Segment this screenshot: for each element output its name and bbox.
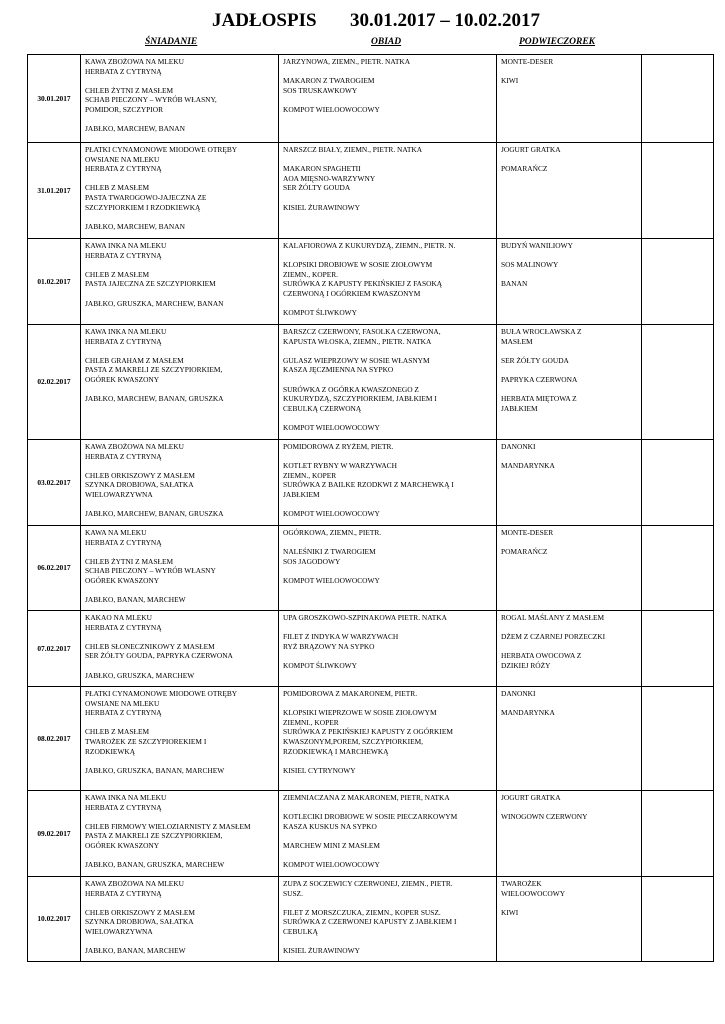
menu-line: FILET Z MORSZCZUKA, ZIEMN., KOPER SUSZ. xyxy=(283,907,441,917)
menu-line: OGÓRKOWA, ZIEMN., PIETR. xyxy=(283,528,382,537)
menu-line: POMIDOROWA Z MAKARONEM, PIETR. xyxy=(283,689,418,698)
menu-line: MONTE-DESER xyxy=(501,528,554,537)
menu-line: JABŁKIEM xyxy=(501,403,538,413)
menu-line: HERBATA Z CYTRYNĄ xyxy=(85,888,162,898)
menu-line: KAWA ZBOŻOWA NA MLEKU xyxy=(85,57,184,66)
menu-date: 08.02.2017 xyxy=(28,687,81,791)
menu-line: HERBATA Z CYTRYNĄ xyxy=(85,537,162,547)
menu-empty-column xyxy=(642,526,714,611)
menu-line xyxy=(85,898,275,908)
menu-line: KAWA NA MLEKU xyxy=(85,528,147,537)
menu-line xyxy=(501,898,638,908)
menu-line: SURÓWKA Z KAPUSTY PEKIŃSKIEJ Z FASOKĄ xyxy=(283,279,443,289)
menu-breakfast xyxy=(81,55,279,143)
menu-line: RZODKIEWKĄ I MARCHEWKĄ xyxy=(283,746,389,756)
menu-line: JABŁKIEM xyxy=(283,489,320,499)
menu-empty-column xyxy=(642,239,714,325)
menu-line xyxy=(501,346,638,356)
menu-line xyxy=(501,270,638,280)
menu-date: 01.02.2017 xyxy=(28,239,81,325)
menu-snack xyxy=(497,55,642,143)
menu-line xyxy=(283,251,493,261)
menu-line xyxy=(501,365,638,375)
menu-line: POMIDOROWA Z RYŻEM, PIETR. xyxy=(283,442,394,451)
menu-line: OGÓREK KWASZONY xyxy=(85,575,160,585)
menu-line xyxy=(85,500,275,510)
menu-line xyxy=(501,699,638,709)
menu-snack xyxy=(497,143,642,239)
menu-line: HERBATA Z CYTRYNĄ xyxy=(85,622,162,632)
menu-line xyxy=(85,756,275,766)
menu-line: SER ŻÓLTY GOUDA xyxy=(283,183,351,193)
menu-row xyxy=(28,325,714,440)
menu-line xyxy=(283,67,493,77)
menu-snack xyxy=(497,526,642,611)
menu-line: OGÓREK KWASZONY xyxy=(85,374,160,384)
menu-breakfast xyxy=(81,611,279,687)
menu-line: KOTLET RYBNY W WARZYWACH xyxy=(283,461,397,471)
menu-empty-column xyxy=(642,440,714,526)
menu-line: WIELOWARZYWNA xyxy=(85,489,153,499)
menu-line: ZIEMN., KOPER xyxy=(283,470,337,480)
menu-line xyxy=(501,642,638,652)
menu-line: ZIEMNI., KOPER xyxy=(283,717,339,727)
menu-line: OWSIANE NA MLEKU xyxy=(85,698,160,708)
column-headers xyxy=(0,37,725,51)
menu-line xyxy=(283,756,493,766)
menu-breakfast xyxy=(81,325,279,440)
menu-line: BANAN xyxy=(501,279,528,289)
menu-line: POMARAŃCZ xyxy=(501,547,548,557)
menu-date: 30.01.2017 xyxy=(28,55,81,143)
menu-line: HERBATA Z CYTRYNĄ xyxy=(85,336,162,346)
menu-lunch xyxy=(279,877,497,962)
menu-lunch xyxy=(279,55,497,143)
menu-lunch xyxy=(279,325,497,440)
menu-line: SZYNKA DROBIOWA, SAŁATKA xyxy=(85,917,194,927)
menu-line: HERBATA Z CYTRYNĄ xyxy=(85,451,162,461)
menu-line: SUSZ. xyxy=(283,888,303,898)
menu-line: MANDARYNKA xyxy=(501,708,555,718)
menu-line: JABŁKO, MARCHEW, BANAN, GRUSZKA xyxy=(85,394,224,404)
menu-empty-column xyxy=(642,611,714,687)
menu-line: KOTLECIKI DROBIOWE W SOSIE PIECZARKOWYM xyxy=(283,812,458,822)
menu-snack xyxy=(497,687,642,791)
menu-line: MARCHEW MINI Z MASŁEM xyxy=(283,840,380,850)
menu-line xyxy=(501,155,638,165)
menu-line xyxy=(283,452,493,462)
menu-line: SURÓWKA Z CZERWONEJ KAPUSTY Z JABŁKIEM I xyxy=(283,917,457,927)
menu-line: CHLEB ŻYTNI Z MASŁEM xyxy=(85,556,174,566)
menu-line xyxy=(85,586,275,596)
menu-empty-column xyxy=(642,55,714,143)
menu-empty-column xyxy=(642,143,714,239)
menu-line xyxy=(85,547,275,557)
menu-line: SCHAB PIECZONY – WYRÓB WŁASNY xyxy=(85,566,216,576)
menu-line xyxy=(283,299,493,309)
menu-line xyxy=(283,651,493,661)
menu-line: CHLEB FIRMOWY WIELOZIARNISTY Z MASŁEM xyxy=(85,821,251,831)
menu-line: CHLEB Z MASŁEM xyxy=(85,183,150,193)
menu-line xyxy=(283,500,493,510)
menu-line: OGÓREK KWASZONY xyxy=(85,840,160,850)
menu-line: POMARAŃCZ xyxy=(501,164,548,174)
menu-line: KOMPOT WIELOOWOCOWY xyxy=(283,509,380,519)
menu-line xyxy=(283,898,493,908)
menu-row xyxy=(28,791,714,877)
menu-line: JABŁKO, BANAN, MARCHEW xyxy=(85,595,186,605)
menu-line: MAKARON Z TWAROGIEM xyxy=(283,76,375,86)
menu-row xyxy=(28,239,714,325)
menu-line: PASTA JAJECZNA ZE SZCZYPIORKIEM xyxy=(85,279,216,289)
menu-line: CHLEB ORKISZOWY Z MASŁEM xyxy=(85,470,195,480)
menu-line: HERBATA Z CYTRYNĄ xyxy=(85,250,162,260)
menu-line: KASZA JĘCZMIENNA NA SYPKO xyxy=(283,365,394,375)
menu-breakfast xyxy=(81,143,279,239)
menu-snack xyxy=(497,877,642,962)
menu-date: 07.02.2017 xyxy=(28,611,81,687)
menu-line xyxy=(85,937,275,947)
menu-line xyxy=(85,461,275,471)
menu-lunch xyxy=(279,687,497,791)
menu-breakfast xyxy=(81,440,279,526)
menu-line: MONTE-DESER xyxy=(501,57,554,66)
menu-line xyxy=(283,566,493,576)
menu-line xyxy=(501,538,638,548)
document-period: 30.01.2017 – 10.02.2017 xyxy=(350,10,540,31)
menu-line: PASTA Z MAKRELI ZE SZCZYPIORKIEM, xyxy=(85,831,223,841)
menu-line xyxy=(85,76,275,86)
menu-line: KAWA INKA NA MLEKU xyxy=(85,793,167,802)
menu-line: KOMPOT WIELOOWOCOWY xyxy=(283,422,380,432)
menu-line xyxy=(85,812,275,822)
menu-line: SZCZYPIORKIEM I RZODKIEWKĄ xyxy=(85,202,201,212)
menu-empty-column xyxy=(642,877,714,962)
menu-line: HERBATA Z CYTRYNĄ xyxy=(85,802,162,812)
menu-line: JABŁKO, MARCHEW, BANAN, GRUSZKA xyxy=(85,509,224,519)
menu-line: SER ŻÓŁTY GOUDA xyxy=(501,355,569,365)
menu-line: WIELOOWOCOWY xyxy=(501,888,566,898)
menu-lunch xyxy=(279,526,497,611)
menu-line: CZERWONĄ I OGÓRKIEM KWASZONYM xyxy=(283,288,421,298)
menu-line xyxy=(283,699,493,709)
menu-line: KIWI xyxy=(501,907,519,917)
menu-line: MAKARON SPAGHETII xyxy=(283,164,361,174)
menu-line: KAWA ZBOŻOWA NA MLEKU xyxy=(85,442,184,451)
menu-line: SOS JAGODOWY xyxy=(283,556,341,566)
menu-line xyxy=(85,346,275,356)
menu-line: KWASZONYM,POREM, SZCZYPIORKIEM, xyxy=(283,736,424,746)
menu-line: KAWA INKA NA MLEKU xyxy=(85,241,167,250)
menu-empty-column xyxy=(642,325,714,440)
menu-snack xyxy=(497,325,642,440)
menu-line: JABŁKO, GRUSZKA, MARCHEW, BANAN xyxy=(85,298,224,308)
menu-line xyxy=(283,95,493,105)
menu-line: MANDARYNKA xyxy=(501,461,555,471)
menu-line xyxy=(283,375,493,385)
header-snack: PODWIECZOREK xyxy=(519,37,596,47)
menu-line: JABŁKO, GRUSZKA, BANAN, MARCHEW xyxy=(85,765,225,775)
header-lunch: OBIAD xyxy=(371,37,402,47)
menu-line xyxy=(283,538,493,548)
menu-snack xyxy=(497,440,642,526)
menu-line xyxy=(85,174,275,184)
menu-date: 03.02.2017 xyxy=(28,440,81,526)
menu-line xyxy=(283,831,493,841)
menu-snack xyxy=(497,791,642,877)
menu-line: KAPUSTA WŁOSKA, ZIEMN., PIETR. NATKA xyxy=(283,336,432,346)
menu-line: PŁATKI CYNAMONOWE MIODOWE OTRĘBY xyxy=(85,145,238,154)
menu-line: CHLEB SŁONECZNIKOWY Z MASŁEM xyxy=(85,641,215,651)
menu-line xyxy=(85,260,275,270)
menu-line: CHLEB GRAHAM Z MASŁEM xyxy=(85,355,184,365)
menu-line xyxy=(501,67,638,77)
menu-line: SCHAB PIECZONY – WYRÓB WŁASNY, xyxy=(85,95,217,105)
menu-lunch xyxy=(279,611,497,687)
menu-line: KAKAO NA MLEKU xyxy=(85,613,152,622)
menu-line: ROGAL MAŚLANY Z MASŁEM xyxy=(501,613,605,622)
menu-line xyxy=(501,251,638,261)
menu-date: 06.02.2017 xyxy=(28,526,81,611)
menu-row xyxy=(28,55,714,143)
menu-line: KALAFIOROWA Z KUKURYDZĄ, ZIEMN., PIETR. N. xyxy=(283,241,456,250)
menu-row xyxy=(28,687,714,791)
menu-line xyxy=(85,661,275,671)
header-breakfast: ŚNIADANIE xyxy=(145,37,198,47)
menu-date: 10.02.2017 xyxy=(28,877,81,962)
menu-line: KLOPSIKI WIEPRZOWE W SOSIE ZIOŁOWYM xyxy=(283,708,437,718)
menu-snack xyxy=(497,611,642,687)
menu-table xyxy=(27,54,714,962)
menu-line: KIWI xyxy=(501,76,519,86)
menu-line: JOGURT GRATKA xyxy=(501,145,561,154)
menu-line: CHLEB Z MASŁEM xyxy=(85,269,150,279)
menu-line xyxy=(501,803,638,813)
menu-line: PASTA TWAROGOWO-JAJECZNA ZE xyxy=(85,192,207,202)
menu-breakfast xyxy=(81,877,279,962)
menu-line: BUDYŃ WANILIOWY xyxy=(501,241,573,250)
menu-line: KOMPOT WIELOOWOCOWY xyxy=(283,575,380,585)
menu-line: SURÓWKA Z BAILKE RZODKWI Z MARCHEWKĄ I xyxy=(283,480,454,490)
menu-line: JABŁKO, BANAN, MARCHEW xyxy=(85,946,186,956)
menu-line: PASTA Z MAKRELI ZE SZCZYPIORKIEM, xyxy=(85,365,223,375)
menu-breakfast xyxy=(81,526,279,611)
menu-line xyxy=(283,346,493,356)
menu-line xyxy=(283,413,493,423)
menu-line: SZYNKA DROBIOWA, SAŁATKA xyxy=(85,480,194,490)
menu-line: CHLEB ŻYTNI Z MASŁEM xyxy=(85,85,174,95)
menu-line: CHLEB Z MASŁEM xyxy=(85,727,150,737)
menu-line: UPA GROSZKOWO-SZPINAKOWA PIETR. NATKA xyxy=(283,613,447,622)
menu-lunch xyxy=(279,239,497,325)
menu-line: HERBATA Z CYTRYNĄ xyxy=(85,164,162,174)
menu-line xyxy=(283,851,493,861)
menu-line: JARZYNOWA, ZIEMN., PIETR. NATKA xyxy=(283,57,411,66)
menu-breakfast xyxy=(81,791,279,877)
menu-line: ZIEMN., KOPER. xyxy=(283,269,339,279)
menu-line: GULASZ WIEPRZOWY W SOSIE WŁASNYM xyxy=(283,355,430,365)
menu-line: WIELOWARZYWNA xyxy=(85,926,153,936)
menu-line: BUŁA WROCŁAWSKA Z xyxy=(501,327,582,336)
menu-line: TWAROŻEK xyxy=(501,879,542,888)
menu-line: KOMPOT WIELOOWOCOWY xyxy=(283,104,380,114)
menu-line: OWSIANE NA MLEKU xyxy=(85,154,160,164)
menu-empty-column xyxy=(642,687,714,791)
menu-line: CHLEB ORKISZOWY Z MASŁEM xyxy=(85,907,195,917)
menu-line: TWAROŻEK ZE SZCZYPIOREKIEM I xyxy=(85,736,207,746)
menu-line: SOS MALINOWY xyxy=(501,260,559,270)
menu-line: PAPRYKA CZERWONA xyxy=(501,374,578,384)
menu-line xyxy=(283,623,493,633)
menu-line xyxy=(501,623,638,633)
menu-line xyxy=(283,937,493,947)
menu-line: FILET Z INDYKA W WARZYWACH xyxy=(283,632,399,642)
menu-line: KISIEL ŻURAWINOWY xyxy=(283,202,360,212)
menu-line: JABŁKO, MARCHEW, BANAN xyxy=(85,124,185,134)
menu-line: KISIEL CYTRYNOWY xyxy=(283,765,356,775)
menu-line: POMIDOR, SZCZYPIOR xyxy=(85,104,164,114)
document-title-bar xyxy=(0,10,725,32)
menu-line: HERBATA MIĘTOWA Z xyxy=(501,394,577,404)
menu-line xyxy=(501,385,638,395)
menu-line: WINOGOWN CZERWONY xyxy=(501,812,588,822)
menu-line: JABŁKO, MARCHEW, BANAN xyxy=(85,221,185,231)
menu-row xyxy=(28,143,714,239)
menu-line: AOA MIĘSNO-WARZYWNY xyxy=(283,173,376,183)
menu-line: RZODKIEWKĄ xyxy=(85,746,136,756)
menu-line: NALEŚNIKI Z TWAROGIEM xyxy=(283,547,376,557)
menu-line: SURÓWKA Z PEKIŃSKIEJ KAPUSTY Z OGÓRKIEM xyxy=(283,727,453,737)
menu-line: CEBULKĄ CZERWONĄ xyxy=(283,403,362,413)
menu-line: CEBULKĄ xyxy=(283,926,318,936)
menu-snack xyxy=(497,239,642,325)
menu-line: JOGURT GRATKA xyxy=(501,793,561,802)
menu-line: DŻEM Z CZARNEJ PORZECZKI xyxy=(501,632,606,642)
menu-line: SURÓWKA Z OGÓRKA KWASZONEGO Z xyxy=(283,384,419,394)
menu-row xyxy=(28,877,714,962)
menu-line: KISIEL ŻURAWINOWY xyxy=(283,946,360,956)
menu-line: MASŁEM xyxy=(501,336,533,346)
menu-line: DZIKIEJ RÓŻY xyxy=(501,660,551,670)
menu-line xyxy=(85,212,275,222)
menu-row xyxy=(28,526,714,611)
menu-line: SER ŻÓŁTY GOUDA, PAPRYKA CZERWONA xyxy=(85,651,233,661)
document-title: JADŁOSPIS xyxy=(212,10,317,31)
menu-line xyxy=(85,851,275,861)
menu-date: 02.02.2017 xyxy=(28,325,81,440)
menu-line xyxy=(283,803,493,813)
menu-lunch xyxy=(279,143,497,239)
menu-line xyxy=(85,115,275,125)
menu-line: DANONKI xyxy=(501,442,536,451)
menu-row xyxy=(28,611,714,687)
menu-lunch xyxy=(279,440,497,526)
menu-line: NARSZCZ BIAŁY, ZIEMN., PIETR. NATKA xyxy=(283,145,423,154)
menu-line xyxy=(85,289,275,299)
menu-line: KASZA KUSKUS NA SYPKO xyxy=(283,821,377,831)
menu-line: HERBATA OWOCOWA Z xyxy=(501,651,582,661)
menu-line: HERBATA Z CYTRYNĄ xyxy=(85,66,162,76)
menu-lunch xyxy=(279,791,497,877)
menu-line: RYŻ BRĄZOWY NA SYPKO xyxy=(283,641,375,651)
menu-line: KOMPOT ŚLIWKOWY xyxy=(283,660,357,670)
menu-line: KUKURYDZĄ, SZCZYPIORKIEM, JABŁKIEM I xyxy=(283,394,437,404)
menu-date: 31.01.2017 xyxy=(28,143,81,239)
menu-line xyxy=(501,452,638,462)
menu-line xyxy=(85,718,275,728)
menu-line: JABŁKO, GRUSZKA, MARCHEW xyxy=(85,670,195,680)
menu-row xyxy=(28,440,714,526)
menu-line: JABŁKO, BANAN, GRUSZKA, MARCHEW xyxy=(85,860,225,870)
menu-empty-column xyxy=(642,791,714,877)
menu-line xyxy=(85,385,275,395)
menu-date: 09.02.2017 xyxy=(28,791,81,877)
menu-breakfast xyxy=(81,239,279,325)
menu-line xyxy=(85,632,275,642)
menu-line: KAWA ZBOŻOWA NA MLEKU xyxy=(85,879,184,888)
menu-line: ZIEMNIACZANA Z MAKARONEM, PIETR, NATKA xyxy=(283,793,450,802)
menu-line: KOMPOT ŚLIWKOWY xyxy=(283,308,357,318)
menu-line: DANONKI xyxy=(501,689,536,698)
menu-line: KAWA INKA NA MLEKU xyxy=(85,327,167,336)
menu-line xyxy=(283,155,493,165)
menu-line: HERBATA Z CYTRYNĄ xyxy=(85,708,162,718)
menu-line: KOMPOT WIELOOWOCOWY xyxy=(283,860,380,870)
menu-line: KLOPSIKI DROBIOWE W SOSIE ZIOŁOWYM xyxy=(283,260,433,270)
menu-line: BARSZCZ CZERWONY, FASOLKA CZERWONA, xyxy=(283,327,441,336)
menu-line xyxy=(283,193,493,203)
menu-breakfast xyxy=(81,687,279,791)
menu-line: SOS TRUSKAWKOWY xyxy=(283,85,358,95)
menu-line: PŁATKI CYNAMONOWE MIODOWE OTRĘBY xyxy=(85,689,238,698)
menu-line: ZUPA Z SOCZEWICY CZERWONEJ, ZIEMN., PIETR. xyxy=(283,879,453,888)
